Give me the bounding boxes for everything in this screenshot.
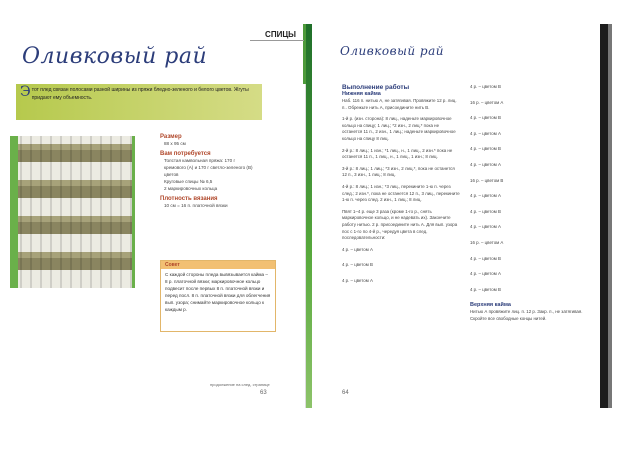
- page-title: Оливковый рай: [22, 44, 208, 69]
- advice-heading: Совет: [161, 261, 275, 269]
- page-title: Оливковый рай: [340, 44, 444, 58]
- row-3-text: 3-й р.: 8 лиц.; 1 лиц.; *3 изн., 2 лиц.*, пока не останется 12 п., 3 изн., 1 лиц.; 8 лиц.: [342, 165, 455, 178]
- color-row: 4 р. – цветом В: [470, 84, 501, 89]
- size-value: 88 х 95 см: [164, 141, 186, 146]
- book-edge-shadow: [608, 24, 612, 408]
- page-number: 63: [260, 390, 267, 396]
- page-number: 64: [342, 390, 349, 396]
- row-4-text: 4-й р.: 8 лиц.; 1 изн.; *3 лиц., перекините 1-ю п. через след.; 2 изн.*, пока не останется 12 п., 3 лиц., перекините 1-ю п. через след. 2 изн., 1 лиц.; 8 лиц.: [342, 183, 460, 203]
- color-row: 16 р. – цветом А: [470, 239, 504, 245]
- row-1-text: 1-й р. (изн. сторона): 8 лиц., наденьте маркировочное кольцо на спицу; 1 лиц.; *2 изн., 2 лиц.* пока не останется 11 п., 2 изн., 1 лиц.; наденьте маркировочное кольцо на спицу 8 лиц.: [342, 116, 456, 141]
- color-row: 4 р. – цветом А: [342, 246, 373, 252]
- intro-text: Этот плед связан полосами разной ширины из пряжи бледно-зеленого и белого цветов. Жгуты придают ему объемность.: [20, 84, 249, 101]
- density-heading: Плотность вязания: [160, 196, 218, 202]
- color-row: 4 р. – цветом А: [470, 271, 501, 277]
- color-row: 4 р. – цветом В: [470, 208, 501, 214]
- materials-line: Толстая камвольная пряжа: 170 г: [164, 158, 236, 163]
- continued-note: продолжение на след. странице: [210, 382, 270, 387]
- instructions-column: [342, 84, 460, 293]
- advice-text: С каждой стороны пледа вывязывается кайма – 8 р. платочной вязки; маркировочное кольцо подвесит после первых 8 п. платочной вязки и перед посл. 8 п. платочной вязки для облегчения вып. узора; снимайте маркировочное кольцо к каждым р.: [165, 272, 271, 312]
- book-edge: [600, 24, 608, 408]
- color-row: 4 р. – цветом В: [342, 262, 373, 268]
- info-block: [160, 134, 300, 213]
- row-2-text: 2-й р.: 8 лиц.; 1 изн.; *1 лиц., н., 1 лиц., 2 изн.* пока не останется 11 п., 1 лиц., н., 1 лиц., 1 изн.; 8 лиц.: [342, 147, 453, 160]
- green-side-bar: [306, 24, 312, 408]
- work-heading: Выполнение работы: [342, 84, 410, 91]
- color-row: 4 р. – цветом В: [470, 255, 501, 261]
- materials-line: цветов: [164, 172, 179, 177]
- materials-line: Круговые спицы № 6,5: [164, 179, 213, 184]
- color-row: 4 р. – цветом В: [470, 146, 501, 152]
- color-row: 16 р. – цветом В: [470, 177, 504, 183]
- color-sequence-column: [470, 84, 588, 328]
- color-row: 16 р. – цветом А: [470, 99, 504, 105]
- color-row: 4 р. – цветом В: [470, 115, 501, 121]
- intro-box: [16, 84, 262, 120]
- repeat-text: Пвят 1–4 р. еще 3 раза (кроме 1-го р., снять маркировочное кольцо, и не надевать их). Закончите работу нитью. 2 р. присоедините нить А. Для вып. узора пос с 1-го по 4-й р., чередуя цвета в след. последовательности:: [342, 208, 458, 241]
- size-heading: Размер: [160, 134, 182, 140]
- photo-accent: [10, 136, 18, 288]
- materials-line: кремового (А) и 170 г светло-зеленого (В): [164, 165, 253, 170]
- left-page: [10, 24, 306, 408]
- section-label: СПИЦЫ: [265, 30, 296, 39]
- materials-heading: Вам потребуется: [160, 151, 211, 157]
- color-row: 4 р. – цветом А: [470, 130, 501, 136]
- color-row: 4 р. – цветом В: [470, 286, 501, 292]
- header-rule: [250, 40, 304, 41]
- knitting-photo: [10, 136, 135, 288]
- right-page: [306, 24, 600, 408]
- top-border-text: Нитью А провяжите лиц. п. 12 р. Закр. п., не затягивая. Скройте все свободные концы нитей.: [470, 309, 583, 321]
- top-border-heading: Верхняя кайма: [470, 302, 511, 309]
- color-row: 4 р. – цветом А: [342, 277, 373, 283]
- density-value: 10 см = 16 п. платочной вязки: [164, 203, 228, 208]
- color-row: 4 р. – цветом А: [470, 224, 501, 230]
- advice-box: [160, 260, 276, 332]
- bottom-border-text: Наб. 116 п. нитью А, не затягивая. Провяжите 12 р. лиц. п.. Обрежьте нить А, присоедините нить В.: [342, 98, 457, 110]
- drop-cap: Э: [20, 84, 31, 100]
- materials-line: 2 маркировочных кольца: [164, 186, 218, 191]
- bottom-border-heading: Нижняя кайма: [342, 91, 381, 97]
- color-row: 4 р. – цветом А: [470, 193, 501, 199]
- color-row: 4 р. – цветом А: [470, 161, 501, 167]
